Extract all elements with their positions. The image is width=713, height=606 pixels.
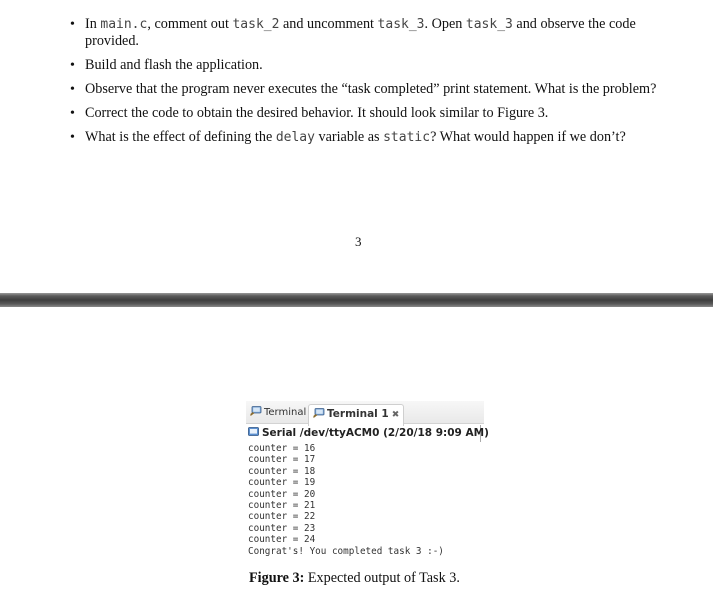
terminal-output-line: Congrat's! You completed task 3 :-) [248,545,444,557]
bullet-item [70,16,690,50]
terminal-output [248,443,482,557]
terminal-output-line: counter = 24 [248,534,316,546]
inline-code: static [383,130,431,145]
bullet-marker: • [70,82,75,97]
terminal-output-line: counter = 23 [248,522,316,534]
figure-label: Figure 3: [249,570,305,586]
terminal-output-line: counter = 18 [248,465,316,477]
terminal-output-line: counter = 16 [248,443,316,454]
bullet-text: Build and flash the application. [85,57,263,73]
bullet-text: In [85,16,101,32]
tab-terminal-label: Terminal [264,407,307,418]
terminal-tab-bar [246,401,484,424]
tab-terminal-1[interactable] [308,404,404,426]
tab-terminal[interactable] [250,406,306,422]
serial-path-text: Serial /dev/ttyACM0 (2/20/18 9:09 AM) [262,427,489,439]
terminal-icon [313,408,325,418]
page-separator [0,293,713,307]
bullet-marker: • [70,17,75,32]
bullet-text: Observe that the program never executes the “task completed” print statement. What is the problem? [85,81,657,97]
bullet-text: and uncomment [279,16,378,32]
tab-terminal-1-label: Terminal 1 [327,408,389,420]
terminal-output-line: counter = 21 [248,500,316,512]
bullet-text: ? What would happen if we don’t? [430,129,626,145]
terminal-icon [250,406,262,416]
bullet-item [70,57,690,74]
figure-caption-text: Expected output of Task 3. [304,570,460,586]
terminal-panel [246,401,489,559]
figure-caption [249,570,460,587]
serial-connection-label [248,425,489,442]
bullet-text: and observe the code provided. [85,16,636,49]
bullet-item [70,105,690,122]
inline-code: task_3 [465,17,513,32]
bullet-text: Correct the code to obtain the desired behavior. It should look similar to Figure 3. [85,105,549,121]
inline-code: main.c [100,17,148,32]
terminal-output-line: counter = 20 [248,488,316,500]
bullet-item [70,81,690,98]
close-icon[interactable]: ✖ [391,410,400,420]
bullet-text: variable as [314,129,384,145]
instruction-list [70,16,690,153]
document-page [0,0,713,293]
bullet-marker: • [70,106,75,121]
terminal-output-line: counter = 22 [248,511,316,523]
bullet-item [70,129,690,146]
bullet-marker: • [70,58,75,73]
inline-code: delay [275,130,315,145]
terminal-output-line: counter = 17 [248,454,316,466]
page-number: 3 [355,234,362,249]
serial-icon [248,426,260,436]
bullet-text: . Open [424,16,466,32]
terminal-output-line: counter = 19 [248,477,316,489]
inline-code: task_2 [232,17,280,32]
inline-code: task_3 [377,17,425,32]
bullet-marker: • [70,130,75,145]
bullet-text: What is the effect of defining the [85,129,276,145]
bullet-text: , comment out [147,16,233,32]
